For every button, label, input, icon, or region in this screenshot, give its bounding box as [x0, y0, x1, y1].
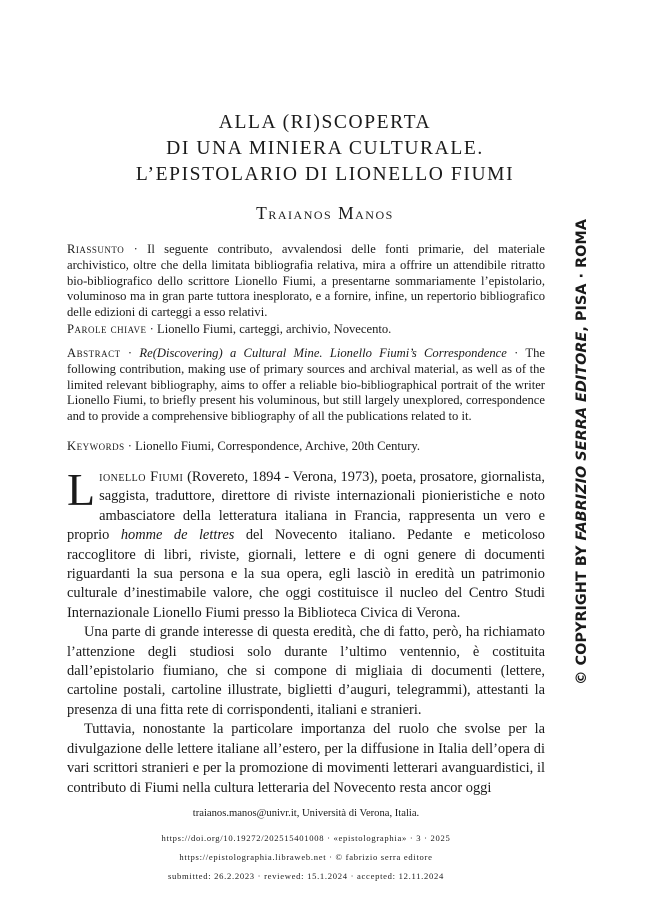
drop-cap: L — [67, 464, 96, 515]
footer-dates: submitted: 26.2.2023 · reviewed: 15.1.2024 · accepted: 12.11.2024 — [168, 871, 444, 881]
parole-chiave — [67, 322, 545, 338]
paragraph-3: Tuttavia, nonostante la particolare importanza del ruolo che svolse per la divulgazione delle lettere italiane all’estero, per la diffusione in Italia dell’opera di vari scrittori stranieri e per la promozione di movimenti letterari avanguardistici, il contributo di Fiumi nella cultura letteraria del Novecento resta ancor oggi — [67, 721, 545, 796]
paragraph-1-text-a: (Rovereto, 1894 - Verona, 1973), poeta, prosatore, giornalista, saggista, traduttore, direttore di riviste internazionali pionieristiche e noto ambasciatore della letteratura italiana in Francia, rappresenta un vero e proprio — [67, 469, 545, 544]
abstract-label: Abstract — [67, 346, 121, 360]
author-footnote: traianos.manos@univr.it, Università di Verona, Italia. — [192, 808, 420, 819]
parole-chiave-sep: · — [146, 322, 157, 336]
parole-chiave-label: Parole chiave — [67, 322, 147, 336]
keywords-text: Lionello Fiumi, Correspondence, Archive, 20th Century. — [135, 439, 421, 453]
keywords — [67, 439, 545, 455]
abstract-sep: · — [120, 346, 140, 360]
abstract-sep-2: · — [506, 346, 526, 360]
abstract-text: The following contribution, making use of primary sources and archival material, as well as of the limited relevant bibliography, aims to offer a reliable bio-bibliographical portrait of the writer Lionello Fiumi, to briefly present his voluminous, but still largely unexplored, correspondence and to provide a comprehensive bibliography of all the publications related to it. — [67, 346, 546, 424]
title-line-2: DI UNA MINIERA CULTURALE. — [166, 138, 484, 159]
footer-doi: https://doi.org/10.19272/202515401008 · «epistolographia» · 3 · 2025 — [161, 833, 451, 843]
riassunto-sep: · — [124, 242, 148, 256]
main-text — [67, 464, 545, 798]
parole-chiave-text: Lionello Fiumi, carteggi, archivio, Novecento. — [157, 322, 392, 336]
keywords-sep: · — [124, 439, 136, 453]
riassunto-text: Il seguente contributo, avvalendosi delle fonti primarie, del materiale archivistico, oltre che della limitata bibliografia relativa, mira a offrire un attendibile ritratto bio-bibliografico dello scrittore Lionello Fiumi, a presentarne sommariamente l’epistolario, voluminoso ma in gran parte tuttora inesplorato, e a fornire, infine, un repertorio bibliografico delle edizioni di carteggi a esso relativi. — [67, 242, 545, 320]
abstract — [67, 346, 545, 425]
keywords-label: Keywords — [67, 439, 125, 453]
title-line-1: ALLA (RI)SCOPERTA — [218, 112, 432, 133]
copyright-sidebar — [550, 216, 610, 686]
paragraph-2: Una parte di grande interesse di questa eredità, che di fatto, però, ha richiamato l’attenzione degli studiosi solo durante l’ultimo ventennio, è costituita dall’epistolario fiumiano, che si compone di migliaia di documenti (lettere, cartoline postali, cartoline illustrate, biglietti d’auguri, telegrammi), attestanti la presenza di una fitta rete di corrispondenti, italiani e stranieri. — [67, 624, 545, 718]
author-name-smallcaps: ionello Fiumi — [99, 469, 184, 485]
copyright-prefix: © COPYRIGHT BY — [574, 540, 590, 685]
paragraph-1 — [67, 464, 545, 623]
copyright-suffix: , PISA · ROMA — [574, 218, 590, 332]
article-title — [60, 110, 590, 188]
copyright-notice — [574, 218, 590, 685]
riassunto — [67, 242, 545, 321]
riassunto-label: Riassunto — [67, 242, 125, 256]
copyright-sidebar-svg — [550, 216, 610, 686]
copyright-publisher: FABRIZIO SERRA EDITORE — [574, 330, 590, 541]
homme-de-lettres: homme de lettres — [120, 527, 235, 544]
title-line-3: L’EPISTOLARIO DI LIONELLO FIUMI — [135, 164, 515, 185]
footer-website: https://epistolographia.libraweb.net · © fabrizio serra editore — [179, 852, 433, 862]
abstract-title: Re(Discovering) a Cultural Mine. Lionello Fiumi’s Correspondence — [139, 346, 507, 360]
author-name: Traianos Manos — [256, 203, 394, 223]
paragraph-1-text-b: del Novecento italiano. Pedante e meticoloso raccoglitore di libri, riviste, giornali, lettere e di ogni genere di documenti riguardanti la sua persona e la sua opera, egli lasciò in eredità un patrimonio culturale d’inestimabile valore, che oggi costituisce il nucleo del Centro Studi Internazionale Lionello Fiumi presso la Biblioteca Civica di Verona. — [67, 527, 545, 621]
